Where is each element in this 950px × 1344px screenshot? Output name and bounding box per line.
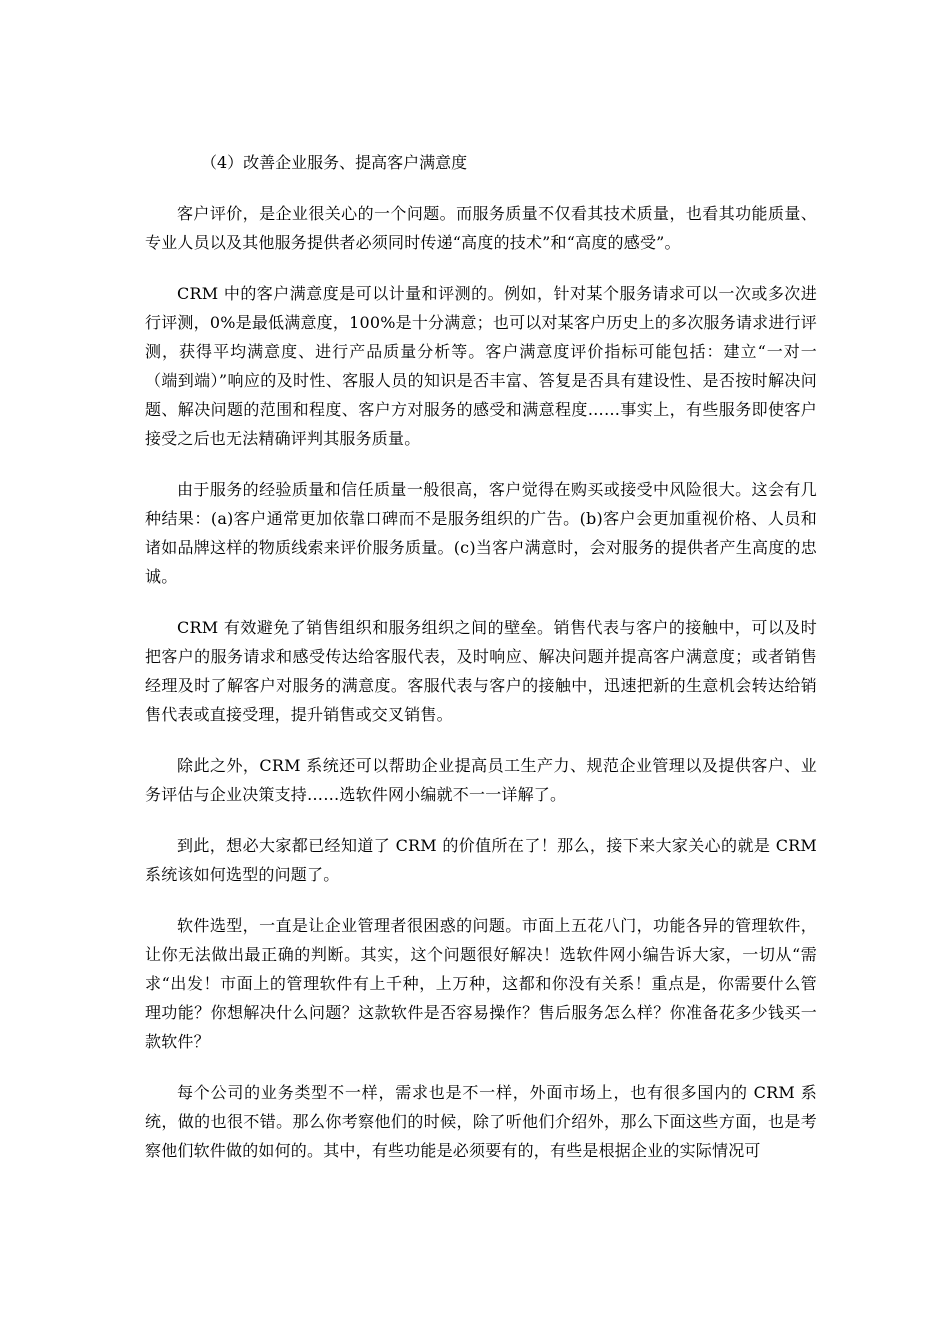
paragraph-business-types: 每个公司的业务类型不一样，需求也是不一样，外面市场上，也有很多国内的 CRM 系统，做的也很不错。那么你考察他们的时候，除了听他们介绍外，那么下面这些方面，也是考察他们软件做的如何的。其中，有些功能是必须要有的，有些是根据企业的实际情况可 (145, 1083, 817, 1160)
paragraph-crm-barriers: CRM 有效避免了销售组织和服务组织之间的壁垒。销售代表与客户的接触中，可以及时把客户的服务请求和感受传达给客服代表，及时响应、解决问题并提高客户满意度；或者销售经理及时了解客户对服务的满意度。客服代表与客户的接触中，迅速把新的生意机会转达给销售代表或直接受理，提升销售或交叉销售。 (145, 618, 817, 724)
paragraph-crm-satisfaction: CRM 中的客户满意度是可以计量和评测的。例如，针对某个服务请求可以一次或多次进行评测，0%是最低满意度，100%是十分满意；也可以对某客户历史上的多次服务请求进行评测，获得平均满意度、进行产品质量分析等。客户满意度评价指标可能包括：建立“一对一（端到端）”响应的及时性、客服人员的知识是否丰富、答复是否具有建设性、是否按时解决问题、解决问题的范围和程度、客户方对服务的感受和满意程度……事实上，有些服务即使客户接受之后也无法精确评判其服务质量。 (145, 284, 817, 448)
paragraph-crm-selection-intro: 到此，想必大家都已经知道了 CRM 的价值所在了！那么，接下来大家关心的就是 CRM 系统该如何选型的问题了。 (145, 836, 817, 884)
paragraph-software-selection: 软件选型，一直是让企业管理者很困惑的问题。市面上五花八门，功能各异的管理软件，让你无法做出最正确的判断。其实，这个问题很好解决！选软件网小编告诉大家，一切从“需求“出发！市面上的管理软件有上千种，上万种，这都和你没有关系！重点是，你需要什么管理功能？你想解决什么问题？这款软件是否容易操作？售后服务怎么样？你准备花多少钱买一款软件？ (145, 916, 817, 1051)
section-heading: （4）改善企业服务、提高客户满意度 (201, 153, 468, 172)
paragraph-service-quality: 由于服务的经验质量和信任质量一般很高，客户觉得在购买或接受中风险很大。这会有几种结果：(a)客户通常更加依靠口碑而不是服务组织的广告。(b)客户会更加重视价格、人员和诸如品牌这样的物质线索来评价服务质量。(c)当客户满意时，会对服务的提供者产生高度的忠诚。 (145, 480, 817, 586)
paragraph-customer-evaluation: 客户评价，是企业很关心的一个问题。而服务质量不仅看其技术质量，也看其功能质量、专业人员以及其他服务提供者必须同时传递“高度的技术”和“高度的感受”。 (145, 204, 817, 252)
paragraph-crm-other-benefits: 除此之外，CRM 系统还可以帮助企业提高员工生产力、规范企业管理以及提供客户、业务评估与企业决策支持……选软件网小编就不一一详解了。 (145, 756, 817, 804)
document-body (145, 148, 817, 1187)
